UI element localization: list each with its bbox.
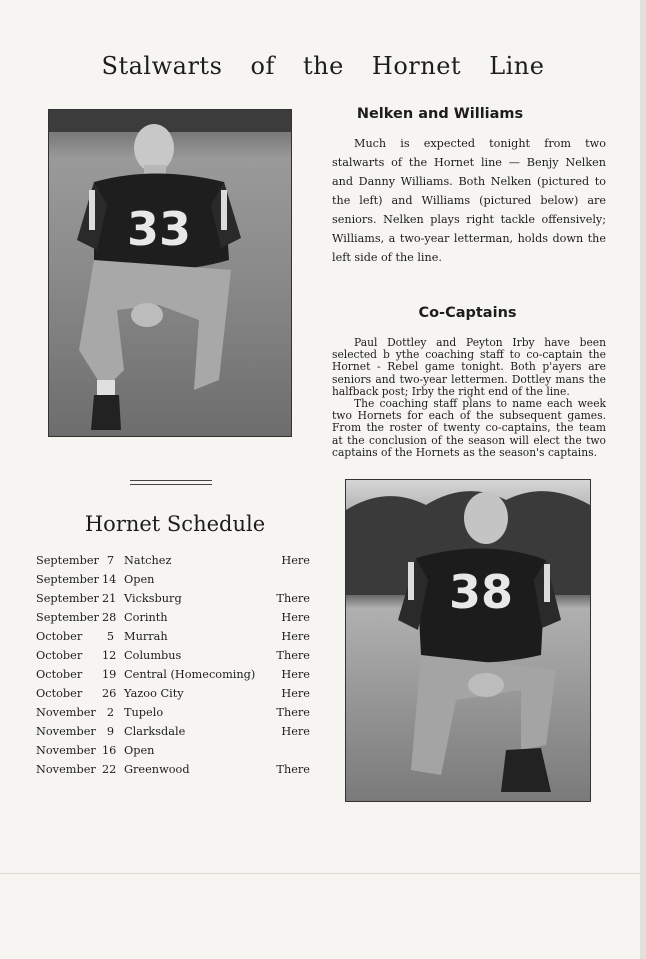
section-divider bbox=[130, 480, 212, 485]
schedule-month: November bbox=[36, 706, 96, 719]
schedule-month: September bbox=[36, 592, 99, 605]
player-photo-nelken bbox=[49, 110, 291, 436]
schedule-row bbox=[36, 611, 316, 630]
schedule-day: 26 bbox=[102, 687, 117, 700]
schedule-month: September bbox=[36, 573, 99, 586]
schedule-row bbox=[36, 725, 316, 744]
schedule-day: 12 bbox=[102, 649, 117, 662]
schedule-row bbox=[36, 592, 316, 611]
schedule-opponent: Yazoo City bbox=[124, 687, 184, 700]
schedule-location: Here bbox=[281, 611, 310, 624]
schedule-day: 16 bbox=[102, 744, 117, 757]
schedule-opponent: Natchez bbox=[124, 554, 172, 567]
schedule-month: November bbox=[36, 725, 96, 738]
schedule-month: October bbox=[36, 649, 83, 662]
schedule-row bbox=[36, 744, 316, 763]
schedule-month: November bbox=[36, 744, 96, 757]
schedule-row bbox=[36, 687, 316, 706]
article-body-co-captains-2: The coaching staff plans to name each week two Hornets for each of the subsequent games. From the roster of twenty co-captains, the team at the conclusion of the season will elect the two captains of the Hornets as the season's captains. bbox=[332, 397, 606, 459]
schedule-month: November bbox=[36, 763, 96, 776]
schedule-opponent: Greenwood bbox=[124, 763, 190, 776]
schedule-location: Here bbox=[281, 668, 310, 681]
schedule-opponent: Vicksburg bbox=[124, 592, 182, 605]
schedule-row bbox=[36, 763, 316, 782]
schedule-opponent: Murrah bbox=[124, 630, 168, 643]
schedule-day: 21 bbox=[102, 592, 117, 605]
schedule-month: September bbox=[36, 611, 99, 624]
schedule-row bbox=[36, 554, 316, 573]
jersey-number-33: 33 bbox=[126, 202, 192, 256]
schedule-row bbox=[36, 649, 316, 668]
page-fold-line bbox=[0, 873, 640, 874]
schedule-title: Hornet Schedule bbox=[84, 512, 266, 536]
schedule-day: 22 bbox=[102, 763, 117, 776]
schedule-row bbox=[36, 630, 316, 649]
schedule-location: There bbox=[276, 763, 310, 776]
schedule-opponent: Clarksdale bbox=[124, 725, 186, 738]
schedule-month: October bbox=[36, 630, 83, 643]
schedule-location: There bbox=[276, 706, 310, 719]
page-title: Stalwarts of the Hornet Line bbox=[101, 52, 545, 80]
schedule-day: 7 bbox=[106, 554, 114, 567]
schedule-opponent: Corinth bbox=[124, 611, 168, 624]
schedule-day: 2 bbox=[106, 706, 114, 719]
schedule-opponent: Central (Homecoming) bbox=[124, 668, 256, 681]
schedule-table bbox=[36, 554, 316, 782]
schedule-location: Here bbox=[281, 725, 310, 738]
schedule-location: There bbox=[276, 592, 310, 605]
schedule-day: 14 bbox=[102, 573, 117, 586]
article-body-co-captains-1: Paul Dottley and Peyton Irby have been selected b ythe coaching staff to co-captain the Hornet - Rebel game tonight. Both p'ayers are seniors and two-year lettermen. Dottley mans the halfback post; Irby the right end of the line. bbox=[332, 336, 606, 398]
schedule-month: September bbox=[36, 554, 99, 567]
article-body-nelken-williams: Much is expected tonight from two stalwarts of the Hornet line — Benjy Nelken and Danny Williams. Both Nelken (pictured to the left) and Williams (pictured below) are seniors. Nelken plays right tackle offensively; Williams, a two-year letterman, holds down the left side of the line. bbox=[332, 137, 606, 264]
schedule-opponent: Tupelo bbox=[124, 706, 164, 719]
article-heading-co-captains: Co-Captains bbox=[418, 305, 517, 321]
schedule-opponent: Open bbox=[124, 573, 155, 586]
schedule-row bbox=[36, 573, 316, 592]
schedule-row bbox=[36, 706, 316, 725]
schedule-location: Here bbox=[281, 554, 310, 567]
schedule-day: 9 bbox=[106, 725, 114, 738]
schedule-location: Here bbox=[281, 687, 310, 700]
schedule-row bbox=[36, 668, 316, 687]
schedule-opponent: Open bbox=[124, 744, 155, 757]
schedule-location: Here bbox=[281, 630, 310, 643]
schedule-month: October bbox=[36, 687, 83, 700]
schedule-month: October bbox=[36, 668, 83, 681]
schedule-location: There bbox=[276, 649, 310, 662]
schedule-opponent: Columbus bbox=[124, 649, 182, 662]
schedule-day: 28 bbox=[102, 611, 117, 624]
player-photo-williams bbox=[346, 480, 590, 801]
page-edge bbox=[640, 0, 646, 959]
schedule-day: 5 bbox=[106, 630, 114, 643]
schedule-day: 19 bbox=[102, 668, 117, 681]
jersey-number-38: 38 bbox=[448, 565, 514, 619]
article-heading-nelken-williams: Nelken and Williams bbox=[356, 106, 524, 122]
